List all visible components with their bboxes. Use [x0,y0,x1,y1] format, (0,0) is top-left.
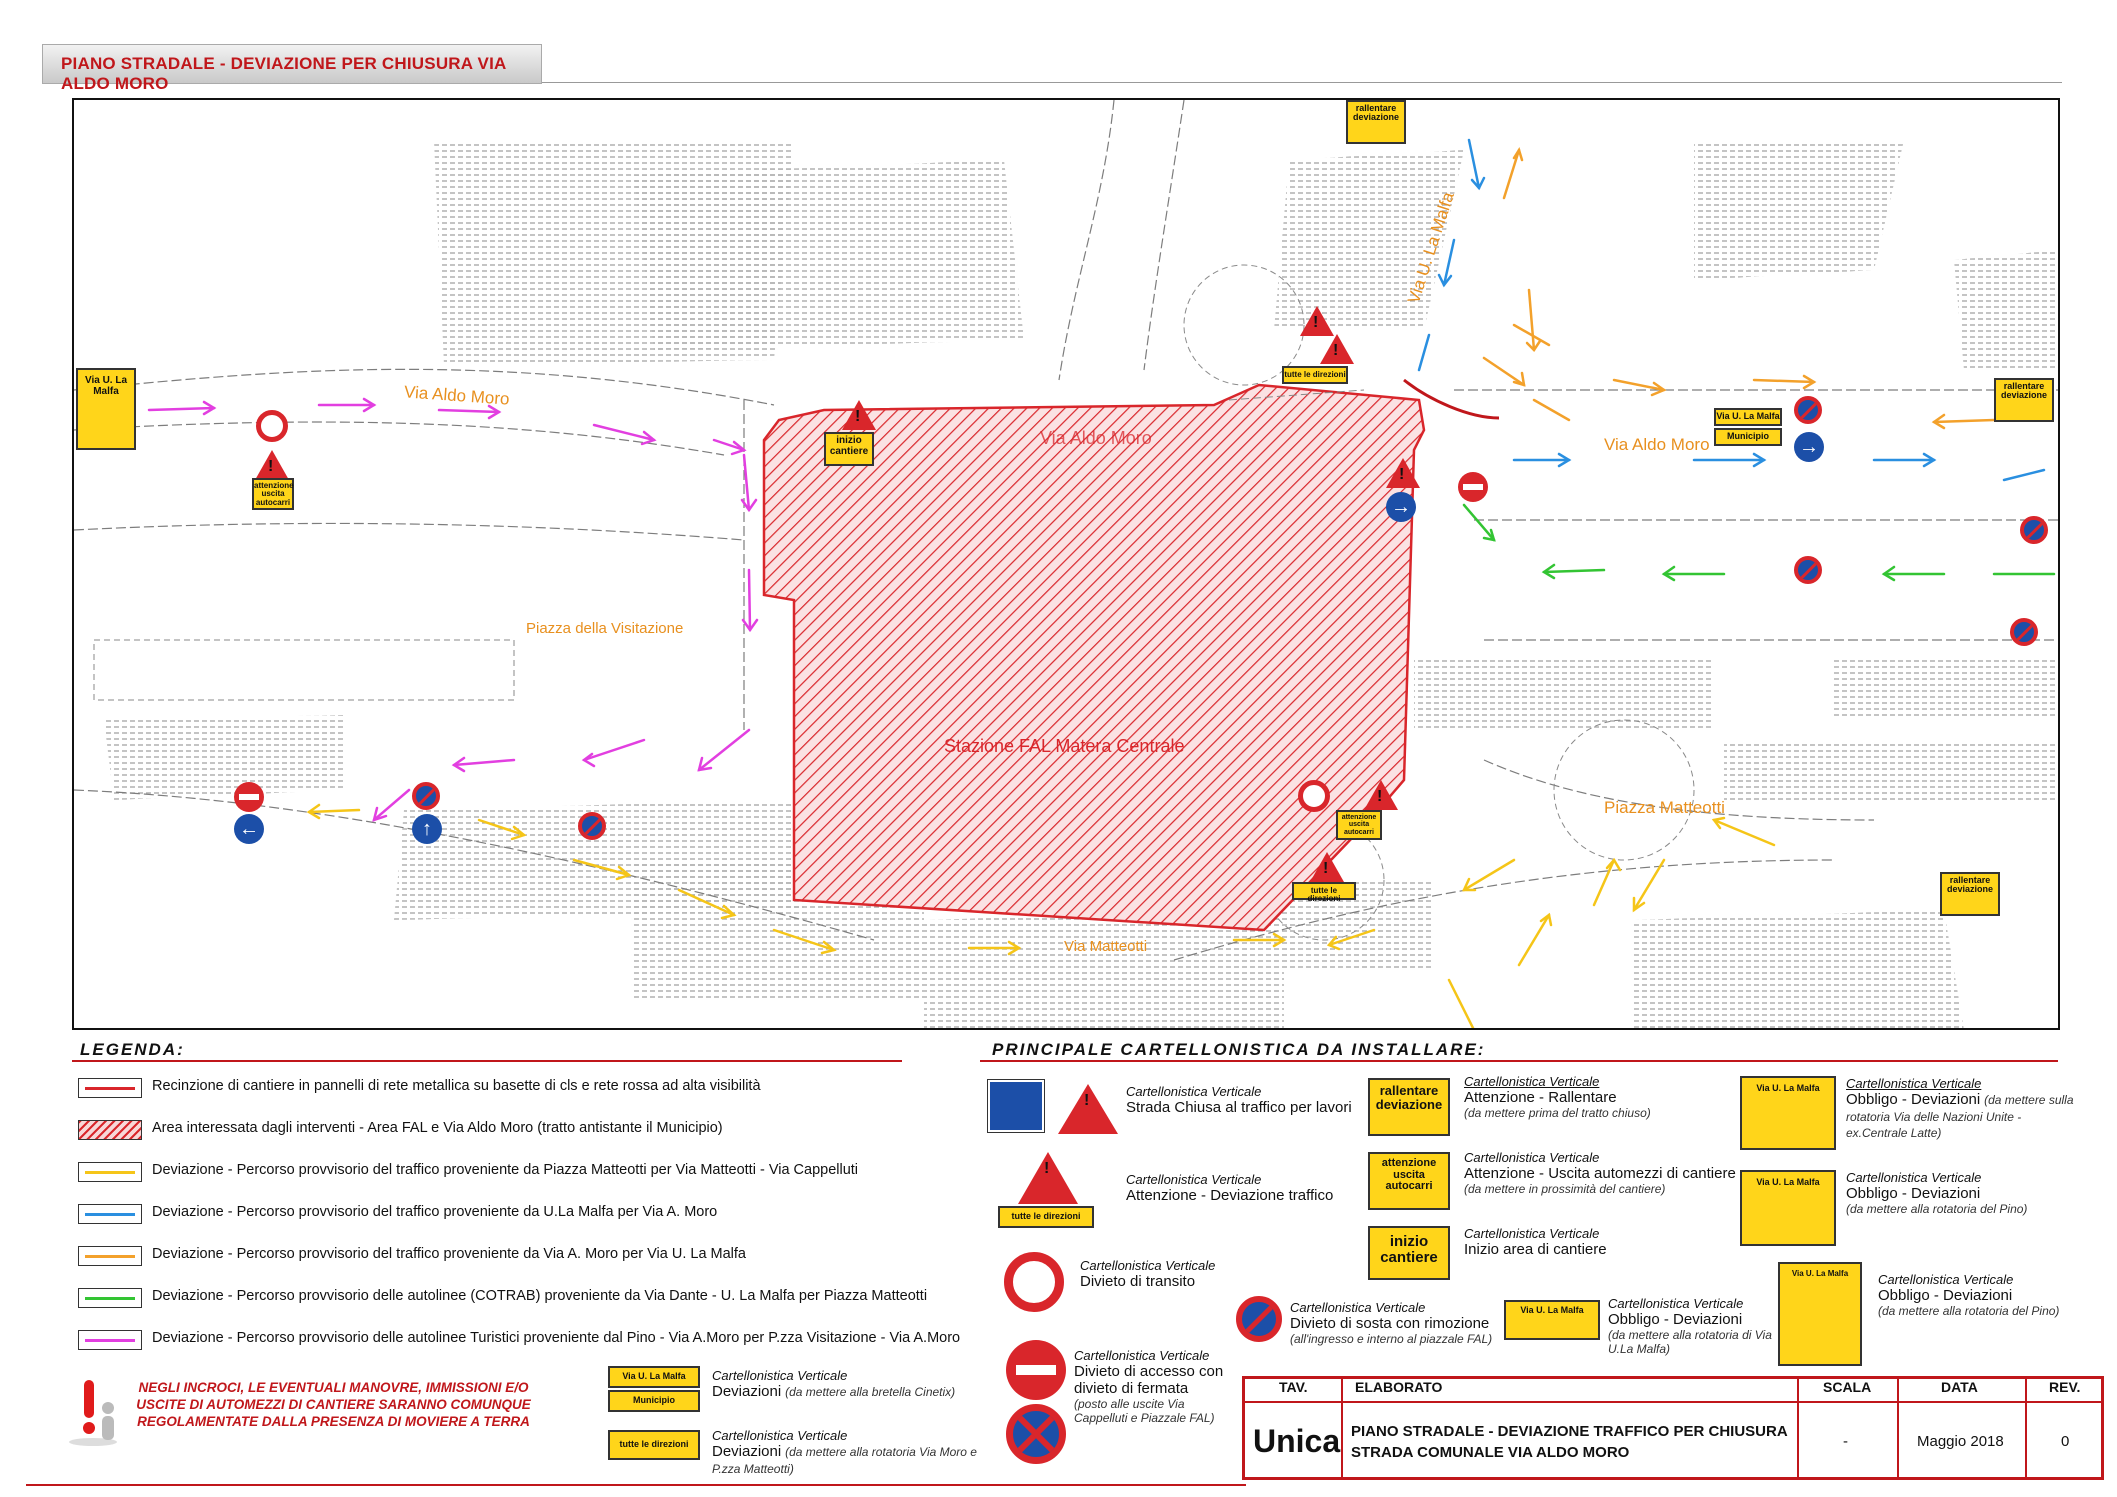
no-parking-sign-east-3[interactable] [1794,556,1822,584]
road-works-sign[interactable] [842,400,876,430]
cart-divieto-transito: Cartellonistica Verticale Divieto di transito [1080,1258,1216,1290]
signage-title: PRINCIPALE CARTELLONISTICA DA INSTALLARE: [992,1040,1486,1059]
warning-sign-east[interactable] [1386,458,1420,488]
tb-data-header: DATA [1941,1379,1978,1395]
tutte-direzioni-sign-north[interactable]: tutte le direzioni [1282,366,1348,384]
cart-rallentare: Cartellonistica Verticale Attenzione - Rallentare (da mettere prima del tratto chiuso) [1464,1074,1651,1120]
no-stopping-icon [1006,1404,1066,1464]
label-via-la-malfa: Via U. La Malfa [1404,189,1458,306]
tb-rev-value: 0 [2061,1433,2070,1450]
tutte-direzioni-sign-south[interactable]: tutte le direzioni [1292,882,1356,900]
page-title: PIANO STRADALE - DEVIAZIONE PER CHIUSURA VIA ALDO MORO [61,54,506,93]
rallentare-sign-north[interactable]: rallentare deviazione [1346,100,1406,144]
header-rule [542,82,2062,83]
cart-obbligo-nazioni: Cartellonistica Verticale Obbligo - Deviazioni (da mettere sulla rotatoria Via delle Nazioni Unite - ex.Centrale Latte) [1846,1076,2074,1140]
label-piazza-visitazione: Piazza della Visitazione [526,620,684,637]
divieto-sosta-icon [1236,1296,1282,1342]
tb-scala-value: - [1843,1433,1848,1450]
bottom-rule [26,1484,1246,1486]
no-parking-sign-east-4[interactable] [2010,618,2038,646]
via-la-malfa-sign[interactable]: Via U. La Malfa [1714,408,1782,426]
no-parking-sign-east-1[interactable] [1794,396,1822,424]
municipio-icon: Municipio [608,1390,700,1412]
cart-divieto-accesso: Cartellonistica Verticale Divieto di accesso con divieto di fermata (posto alle uscite Via Cappelluti e Piazzale FAL) [1074,1348,1224,1425]
uscita-autocarri-sign-south[interactable]: attenzione uscita autocarri [1336,810,1382,840]
legend-text: Deviazione - Percorso provvisorio del traffico proveniente da Piazza Matteotti per Via Matteotti - Via Cappelluti [152,1162,859,1178]
tb-elaborato-header: ELABORATO [1355,1379,1443,1395]
cart-obbligo-lamalfa: Cartellonistica Verticale Obbligo - Deviazioni (da mettere alla rotatoria di Via U.La Malfa) [1608,1296,1772,1356]
title-block [1242,1376,2104,1480]
warning-icon [1018,1152,1078,1204]
cart-obbligo-pino-2: Cartellonistica Verticale Obbligo - Deviazioni (da mettere alla rotatoria del Pino) [1878,1272,2060,1318]
tb-rev-header: REV. [2049,1379,2081,1395]
via-la-malfa-icon: Via U. La Malfa [608,1366,700,1388]
tb-elaborato-value: PIANO STRADALE - DEVIAZIONE TRAFFICO PER CHIUSURA STRADA COMUNALE VIA ALDO MORO [1351,1423,1788,1461]
tb-data-value: Maggio 2018 [1917,1433,2004,1450]
cart-obbligo-pino-1: Cartellonistica Verticale Obbligo - Deviazioni (da mettere alla rotatoria del Pino) [1846,1170,2028,1216]
rallentare-sign-southeast[interactable]: rallentare deviazione [1940,872,2000,916]
no-parking-sign-west[interactable] [412,782,440,810]
legend-swatch [78,1246,142,1266]
tb-tav-value: Unica [1253,1423,1341,1459]
inizio-cantiere-sign[interactable]: inizio cantiere [824,432,874,466]
legend-swatch [78,1078,142,1098]
municipio-sign[interactable]: Municipio [1714,428,1782,446]
obbligo-pino-icon-1: Via U. La Malfa [1740,1170,1836,1246]
signage-rule [980,1060,2058,1062]
legend-text: Recinzione di cantiere in pannelli di rete metallica su basette di cls e rete rossa ad alta visibilità [152,1078,761,1094]
road-works-sign-south[interactable] [1364,780,1398,810]
tb-scala-header: SCALA [1823,1379,1872,1395]
map-frame[interactable] [72,98,2060,1030]
label-stazione: Stazione FAL Matera Centrale [944,736,1185,756]
legend-text: Area interessata dagli interventi - Area FAL e Via Aldo Moro (tratto antistante il Municipio) [152,1120,723,1136]
legend-swatch [78,1330,142,1350]
tutte-direzioni-icon: tutte le direzioni [998,1206,1094,1228]
obbligo-pino-icon-2: Via U. La Malfa [1778,1262,1862,1366]
legend-text: Deviazione - Percorso provvisorio delle autolinee Turistici proveniente dal Pino - Via A.Moro per P.zza Visitazione - Via A.Moro [152,1330,961,1346]
no-entry-sign-west[interactable] [234,782,264,812]
label-via-matteotti: Via Matteotti [1064,938,1148,955]
legend-swatch [78,1204,142,1224]
no-transit-sign-south[interactable] [1298,780,1330,812]
straight-up-sign-west[interactable]: ↑ [412,814,442,844]
tb-tav-header: TAV. [1279,1379,1308,1395]
cart-deviazioni-bretella: Cartellonistica Verticale Deviazioni (da mettere alla bretella Cinetix) [712,1368,956,1400]
legend-swatch [78,1120,142,1140]
legend-text: Deviazione - Percorso provvisorio delle autolinee (COTRAB) proveniente da Via Dante - U. La Malfa per Piazza Matteotti [152,1288,928,1304]
uscita-autocarri-icon: attenzione uscita autocarri [1368,1152,1450,1210]
warning-sign-north[interactable] [1300,306,1334,336]
no-parking-sign-southwest[interactable] [578,812,606,840]
page-header [42,44,542,93]
label-via-aldo-moro-west: Via Aldo Moro [403,382,511,409]
no-transit-sign[interactable] [256,410,288,442]
legend-swatch [78,1288,142,1308]
label-piazza-matteotti: Piazza Matteotti [1604,798,1725,817]
obbligo-lamalfa-icon: Via U. La Malfa [1504,1300,1600,1340]
turn-left-sign-west[interactable]: ← [234,814,264,844]
work-area [764,385,1424,930]
cart-divieto-sosta: Cartellonistica Verticale Divieto di sosta con rimozione (all'ingresso e interno al piazzale FAL) [1290,1300,1493,1346]
straight-sign-east[interactable]: → [1794,432,1824,462]
rallentare-icon: rallentare deviazione [1368,1078,1450,1136]
map-canvas [74,100,2060,1030]
cart-deviazioni-rotatoria: Cartellonistica Verticale Deviazioni (da mettere alla rotatoria Via Moro e P.zza Matteotti) [712,1428,977,1476]
legend-text: Deviazione - Percorso provvisorio del traffico proveniente da U.La Malfa per Via A. Moro [152,1204,718,1220]
label-via-aldo-moro-east: Via Aldo Moro [1604,435,1710,454]
cart-attenzione-deviazione: Cartellonistica Verticale Attenzione - Deviazione traffico [1126,1172,1334,1204]
warning-person-icon [58,1378,128,1453]
road-works-icon [1058,1084,1118,1134]
no-parking-sign-east-2[interactable] [2020,516,2048,544]
uscita-autocarri-sign[interactable]: attenzione uscita autocarri [252,478,294,510]
road-works-sign-north[interactable] [1320,334,1354,364]
no-entry-sign-east[interactable] [1458,472,1488,502]
tutte-direzioni-icon-2: tutte le direzioni [608,1430,700,1460]
legend-title: LEGENDA: [80,1040,185,1059]
legend-text: Deviazione - Percorso provvisorio del traffico proveniente da Via A. Moro per Via U. La Malfa [152,1246,746,1262]
direction-board-sign[interactable] [76,368,136,450]
legend-rule [72,1060,902,1062]
direction-board-label: Via U. La Malfa [84,375,128,397]
cart-uscita-automezzi: Cartellonistica Verticale Attenzione - Uscita automezzi di cantiere (da mettere in prossimità del cantiere) [1464,1150,1736,1196]
turn-right-sign[interactable]: → [1386,492,1416,522]
strada-chiusa-icon [988,1080,1044,1132]
cart-strada-chiusa: Cartellonistica Verticale Strada Chiusa al traffico per lavori [1126,1084,1352,1116]
inizio-cantiere-icon: inizio cantiere [1368,1226,1450,1280]
rallentare-sign-east[interactable]: rallentare deviazione [1994,378,2054,422]
divieto-transito-icon [1004,1252,1064,1312]
warning-sign[interactable] [255,450,289,480]
no-entry-icon [1006,1340,1066,1400]
label-via-aldo-moro-area: Via Aldo Moro [1040,428,1152,448]
warning-note: NEGLI INCROCI, LE EVENTUALI MANOVRE, IMMISSIONI E/O USCITE DI AUTOMEZZI DI CANTIERE SARANNO COMUNQUE REGOLAMENTATE DALLA PRESENZA DI MOVIERE A TERRA [136,1380,531,1429]
legend-swatch [78,1162,142,1182]
obbligo-nazioni-icon: Via U. La Malfa [1740,1076,1836,1150]
cart-inizio-area: Cartellonistica Verticale Inizio area di cantiere [1464,1226,1607,1258]
warning-sign-south[interactable] [1310,852,1344,882]
